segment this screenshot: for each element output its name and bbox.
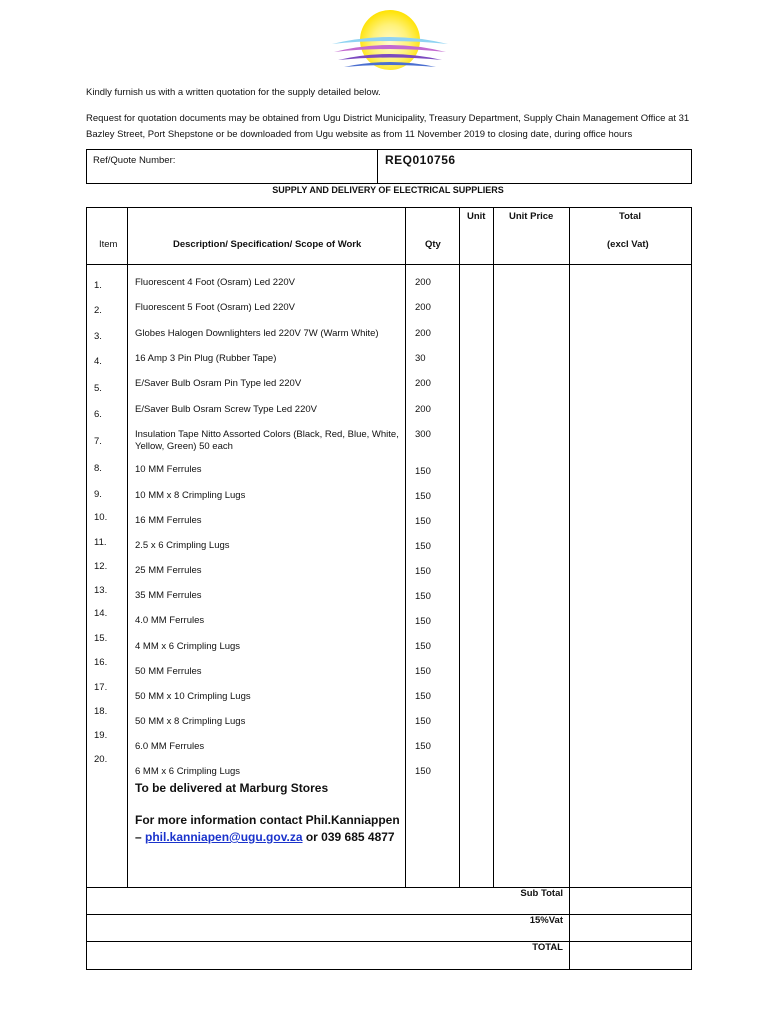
item-number: 14.: [94, 608, 108, 619]
item-description: E/Saver Bulb Osram Screw Type Led 220V: [135, 404, 317, 415]
item-number: 17.: [94, 682, 108, 693]
item-qty: 150: [415, 716, 431, 727]
item-number: 11.: [94, 537, 107, 548]
item-description: E/Saver Bulb Osram Pin Type led 220V: [135, 378, 302, 389]
item-qty: 150: [415, 466, 431, 477]
header-unit-price: Unit Price: [509, 211, 554, 222]
contact-phone: or 039 685 4877: [302, 830, 395, 844]
contact-dash: –: [135, 830, 146, 844]
item-number: 2.: [94, 305, 102, 316]
col-divider-unit-price: [569, 208, 570, 969]
item-number: 15.: [94, 633, 108, 644]
item-description: 50 MM x 10 Crimpling Lugs: [135, 691, 251, 702]
item-description: 4.0 MM Ferrules: [135, 615, 205, 626]
contact-note: [135, 812, 400, 846]
item-qty: 150: [415, 766, 431, 777]
item-qty: 150: [415, 641, 431, 652]
ref-label: Ref/Quote Number:: [93, 155, 176, 166]
col-divider-qty: [459, 208, 460, 887]
total-divider: [87, 941, 691, 942]
item-qty: 300: [415, 429, 431, 440]
item-qty: 150: [415, 741, 431, 752]
col-divider-item: [127, 208, 128, 887]
item-qty: 200: [415, 404, 431, 415]
header-description: Description/ Specification/ Scope of Work: [173, 239, 362, 250]
item-description: 25 MM Ferrules: [135, 565, 202, 576]
vat-label: 15%Vat: [529, 915, 563, 926]
header-divider: [87, 264, 691, 265]
item-qty: 150: [415, 491, 431, 502]
vat-divider: [87, 914, 691, 915]
item-description: Globes Halogen Downlighters led 220V 7W (Warm White): [135, 328, 379, 339]
delivery-note: To be delivered at Marburg Stores: [135, 781, 329, 795]
item-description: 50 MM x 8 Crimpling Lugs: [135, 716, 246, 727]
contact-email-link[interactable]: phil.kanniapen@ugu.gov.za: [145, 830, 303, 844]
item-number: 10.: [94, 512, 108, 523]
item-number: 6.: [94, 409, 102, 420]
quotation-table: [86, 207, 692, 970]
item-qty: 200: [415, 302, 431, 313]
item-number: 19.: [94, 730, 108, 741]
header-item: Item: [99, 239, 118, 250]
contact-details: [135, 829, 400, 846]
item-number: 9.: [94, 489, 102, 500]
item-qty: 150: [415, 541, 431, 552]
item-qty: 150: [415, 591, 431, 602]
item-number: 13.: [94, 585, 108, 596]
item-description: 10 MM Ferrules: [135, 464, 202, 475]
header-qty: Qty: [425, 239, 441, 250]
request-text: Request for quotation documents may be obtained from Ugu District Municipality, Treasury Department, Supply Chain Management Office at 31 Bazley Street, Port Shepstone or be downloaded from Ugu website as from 11 November 2019 to closing date, during office hours: [86, 113, 690, 140]
item-description: 16 Amp 3 Pin Plug (Rubber Tape): [135, 353, 277, 364]
item-description: 50 MM Ferrules: [135, 666, 202, 677]
contact-line: For more information contact Phil.Kanniappen: [135, 813, 400, 827]
item-description: 4 MM x 6 Crimpling Lugs: [135, 641, 241, 652]
header-total: Total: [619, 211, 641, 222]
item-qty: 200: [415, 328, 431, 339]
header-total-excl-vat: (excl Vat): [607, 239, 649, 250]
item-qty: 200: [415, 378, 431, 389]
item-description: Insulation Tape Nitto Assorted Colors (Black, Red, Blue, White, Yellow, Green) 50 each: [135, 429, 399, 452]
item-description: Fluorescent 4 Foot (Osram) Led 220V: [135, 277, 295, 288]
item-number: 7.: [94, 436, 102, 447]
ref-number: REQ010756: [385, 153, 456, 167]
item-description: 35 MM Ferrules: [135, 590, 202, 601]
item-qty: 30: [415, 353, 426, 364]
ref-quote-box: [86, 149, 692, 184]
item-description: 16 MM Ferrules: [135, 515, 202, 526]
item-description: Fluorescent 5 Foot (Osram) Led 220V: [135, 302, 295, 313]
item-qty: 150: [415, 516, 431, 527]
intro-text: Kindly furnish us with a written quotation for the supply detailed below.: [86, 87, 381, 98]
col-divider-description: [405, 208, 406, 887]
item-description: 6.0 MM Ferrules: [135, 741, 205, 752]
item-number: 1.: [94, 280, 102, 291]
item-description: 10 MM x 8 Crimpling Lugs: [135, 490, 246, 501]
item-qty: 150: [415, 666, 431, 677]
col-divider-unit: [493, 208, 494, 887]
municipality-logo: [330, 8, 450, 70]
sub-total-label: Sub Total: [520, 888, 563, 899]
item-number: 4.: [94, 356, 102, 367]
item-qty: 150: [415, 566, 431, 577]
item-number: 8.: [94, 463, 102, 474]
table-heading: SUPPLY AND DELIVERY OF ELECTRICAL SUPPLIERS: [272, 185, 504, 195]
item-number: 5.: [94, 383, 102, 394]
item-qty: 150: [415, 691, 431, 702]
item-description: 2.5 x 6 Crimpling Lugs: [135, 540, 230, 551]
total-label: TOTAL: [532, 942, 563, 953]
item-number: 12.: [94, 561, 108, 572]
subtotal-divider: [87, 887, 691, 888]
item-number: 18.: [94, 706, 108, 717]
item-qty: 200: [415, 277, 431, 288]
item-number: 3.: [94, 331, 102, 342]
item-number: 16.: [94, 657, 108, 668]
item-qty: 150: [415, 616, 431, 627]
item-number: 20.: [94, 754, 108, 765]
item-description: 6 MM x 6 Crimpling Lugs: [135, 766, 241, 777]
ref-divider: [377, 150, 378, 183]
header-unit: Unit: [467, 211, 486, 222]
